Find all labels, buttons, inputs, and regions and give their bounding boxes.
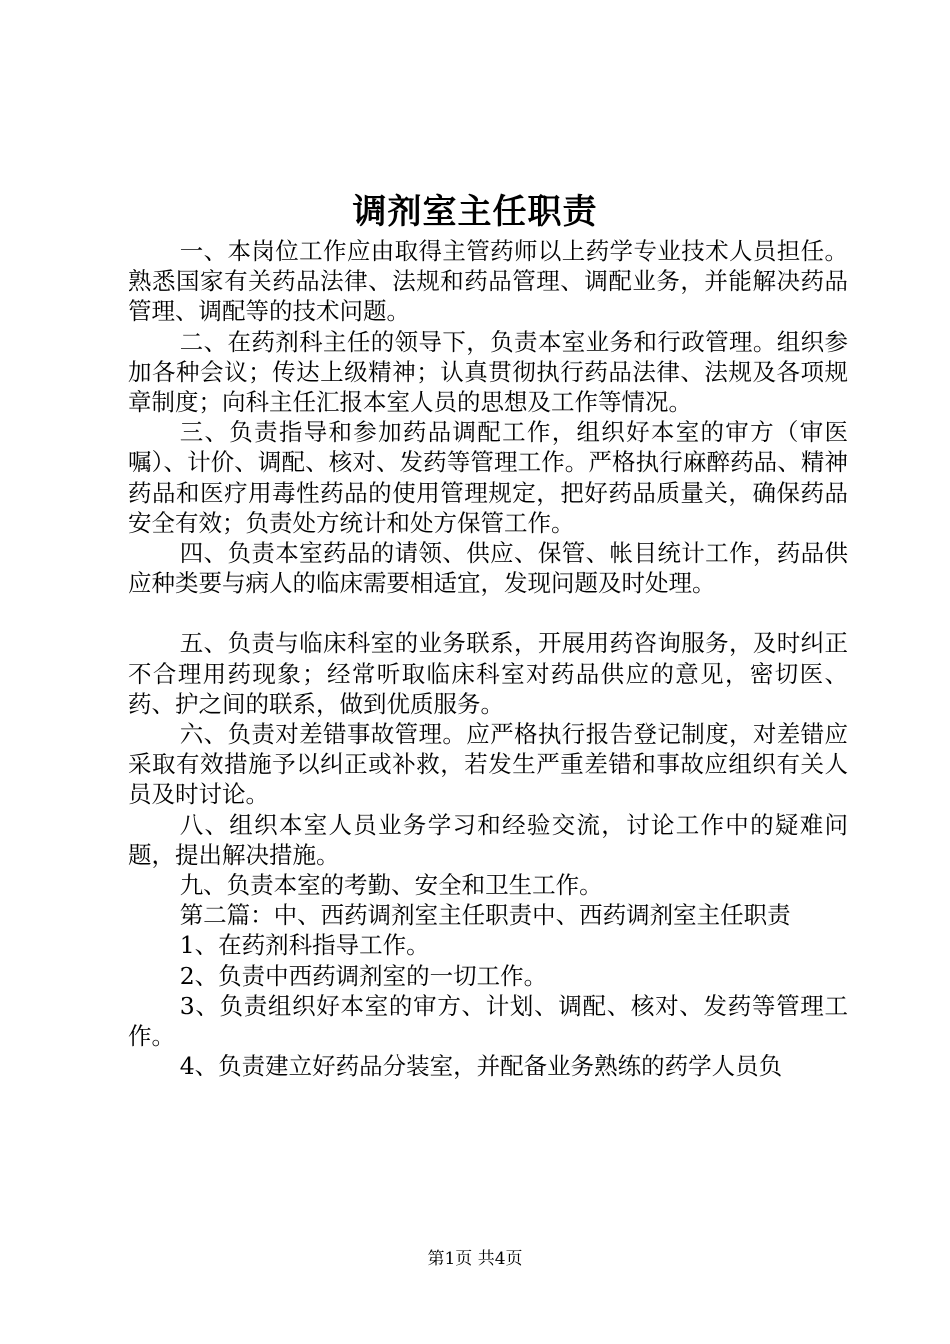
paragraph-1: 一、本岗位工作应由取得主管药师以上药学专业技术人员担任。熟悉国家有关药品法律、法规和药品管理、调配业务，并能解决药品管理、调配等的技术问题。 — [128, 237, 848, 326]
paragraph-8: 八、组织本室人员业务学习和经验交流，讨论工作中的疑难问题，提出解决措施。 — [128, 810, 848, 869]
document-body — [128, 236, 848, 1081]
section-heading: 第二篇：中、西药调剂室主任职责中、西药调剂室主任职责 — [179, 901, 791, 930]
list-item-1: 1、在药剂科指导工作。 — [179, 931, 430, 960]
list-item-2: 2、负责中西药调剂室的一切工作。 — [179, 961, 548, 990]
paragraph-9: 九、负责本室的考勤、安全和卫生工作。 — [179, 871, 603, 900]
paragraph-4: 四、负责本室药品的请领、供应、保管、帐目统计工作，药品供应种类要与病人的临床需要相适宜，发现问题及时处理。 — [128, 539, 848, 598]
paragraph-3: 三、负责指导和参加药品调配工作，组织好本室的审方（审医嘱）、计价、调配、核对、发药等管理工作。严格执行麻醉药品、精神药品和医疗用毒性药品的使用管理规定，把好药品质量关，确保药品安全有效；负责处方统计和处方保管工作。 — [128, 418, 848, 537]
list-item-3: 3、负责组织好本室的审方、计划、调配、核对、发药等管理工作。 — [128, 991, 848, 1051]
page-number: 第1页 共4页 — [427, 1249, 523, 1269]
document-title: 调剂室主任职责 — [352, 192, 598, 232]
paragraph-2: 二、在药剂科主任的领导下，负责本室业务和行政管理。组织参加各种会议；传达上级精神；认真贯彻执行药品法律、法规及各项规章制度；向科主任汇报本室人员的思想及工作等情况。 — [128, 327, 848, 417]
paragraph-5: 五、负责与临床科室的业务联系，开展用药咨询服务，及时纠正不合理用药现象；经常听取临床科室对药品供应的意见，密切医、药、护之间的联系，做到优质服务。 — [128, 629, 848, 718]
list-item-4: 4、负责建立好药品分装室，并配备业务熟练的药学人员负 — [179, 1052, 783, 1081]
paragraph-6: 六、负责对差错事故管理。应严格执行报告登记制度，对差错应采取有效措施予以纠正或补救，若发生严重差错和事故应组织有关人员及时讨论。 — [128, 720, 848, 809]
paragraph-spacer — [128, 598, 848, 628]
